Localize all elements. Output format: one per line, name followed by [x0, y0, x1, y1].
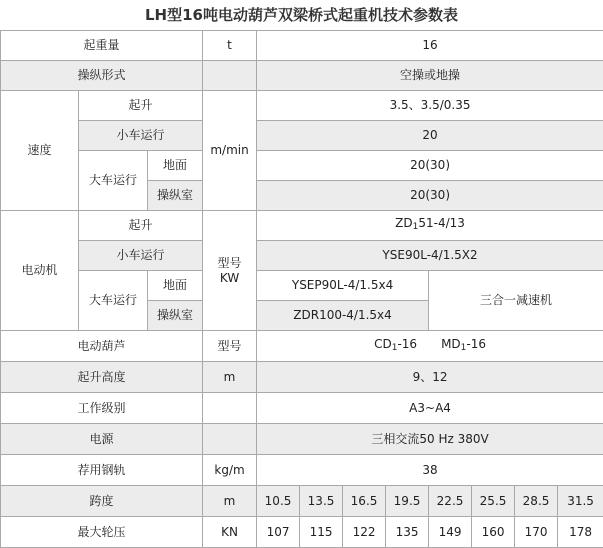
speed-cab-label: 操纵室 — [148, 181, 203, 211]
table-row — [1, 455, 603, 486]
operation-label: 操纵形式 — [1, 61, 203, 91]
speed-crane-label: 大车运行 — [79, 151, 148, 211]
wheel-load-cell: 170 — [515, 517, 558, 548]
span-cell: 22.5 — [429, 486, 472, 517]
span-cell: 13.5 — [300, 486, 343, 517]
motor-unit-model: 型号 — [203, 256, 256, 271]
operation-value: 空操或地操 — [257, 61, 603, 91]
motor-cab-value: ZDR100-4/1.5x4 — [257, 301, 429, 331]
motor-ground-value: YSEP90L-4/1.5x4 — [257, 271, 429, 301]
table-row — [1, 91, 603, 121]
table-row — [1, 241, 603, 271]
table-row — [1, 486, 603, 517]
rail-value: 38 — [257, 455, 603, 486]
table-row — [1, 31, 603, 61]
operation-unit — [203, 61, 257, 91]
motor-reducer: 三合一减速机 — [429, 271, 603, 331]
lift-height-unit: m — [203, 362, 257, 393]
speed-cab-value: 20(30) — [257, 181, 603, 211]
work-class-label: 工作级别 — [1, 393, 203, 424]
wheel-load-cell: 115 — [300, 517, 343, 548]
wheel-load-cell: 107 — [257, 517, 300, 548]
table-row — [1, 121, 603, 151]
wheel-load-cell: 122 — [343, 517, 386, 548]
work-class-unit — [203, 393, 257, 424]
motor-trolley-label: 小车运行 — [79, 241, 203, 271]
motor-unit-kw: KW — [203, 271, 256, 286]
load-label: 起重量 — [1, 31, 203, 61]
speed-trolley-label: 小车运行 — [79, 121, 203, 151]
motor-ground-label: 地面 — [148, 271, 203, 301]
wheel-load-cell: 149 — [429, 517, 472, 548]
speed-trolley-value: 20 — [257, 121, 603, 151]
spec-table — [0, 30, 603, 548]
hoist-label: 电动葫芦 — [1, 331, 203, 362]
hoist-unit: 型号 — [203, 331, 257, 362]
table-row — [1, 61, 603, 91]
speed-lift-label: 起升 — [79, 91, 203, 121]
wheel-load-cell: 178 — [558, 517, 603, 548]
load-unit: t — [203, 31, 257, 61]
wheel-load-label: 最大轮压 — [1, 517, 203, 548]
table-row — [1, 393, 603, 424]
motor-label: 电动机 — [1, 211, 79, 331]
page-title: LH型16吨电动葫芦双梁桥式起重机技术参数表 — [0, 0, 603, 30]
table-row — [1, 211, 603, 241]
table-row — [1, 362, 603, 393]
motor-trolley-value: YSE90L-4/1.5X2 — [257, 241, 603, 271]
motor-lift-label: 起升 — [79, 211, 203, 241]
span-cell: 25.5 — [472, 486, 515, 517]
wheel-load-unit: KN — [203, 517, 257, 548]
lift-height-label: 起升高度 — [1, 362, 203, 393]
wheel-load-cell: 135 — [386, 517, 429, 548]
span-unit: m — [203, 486, 257, 517]
speed-label: 速度 — [1, 91, 79, 211]
table-row — [1, 271, 603, 301]
table-row — [1, 517, 603, 548]
span-cell: 16.5 — [343, 486, 386, 517]
motor-unit — [203, 211, 257, 331]
speed-lift-value: 3.5、3.5/0.35 — [257, 91, 603, 121]
power-label: 电源 — [1, 424, 203, 455]
power-unit — [203, 424, 257, 455]
speed-unit: m/min — [203, 91, 257, 211]
rail-unit: kg/m — [203, 455, 257, 486]
wheel-load-cell: 160 — [472, 517, 515, 548]
speed-ground-label: 地面 — [148, 151, 203, 181]
speed-ground-value: 20(30) — [257, 151, 603, 181]
table-row — [1, 424, 603, 455]
work-class-value: A3~A4 — [257, 393, 603, 424]
span-label: 跨度 — [1, 486, 203, 517]
table-row — [1, 331, 603, 362]
load-value: 16 — [257, 31, 603, 61]
hoist-value: $CD_1-16$ $MD_1-16$ — [257, 331, 603, 362]
motor-lift-value: $ZD_151-4/13$ — [257, 211, 603, 241]
span-cell: 19.5 — [386, 486, 429, 517]
rail-label: 荐用钢轨 — [1, 455, 203, 486]
span-cell: 10.5 — [257, 486, 300, 517]
motor-crane-label: 大车运行 — [79, 271, 148, 331]
lift-height-value: 9、12 — [257, 362, 603, 393]
motor-cab-label: 操纵室 — [148, 301, 203, 331]
power-value: 三相交流50 Hz 380V — [257, 424, 603, 455]
span-cell: 31.5 — [558, 486, 603, 517]
span-cell: 28.5 — [515, 486, 558, 517]
table-row — [1, 151, 603, 181]
